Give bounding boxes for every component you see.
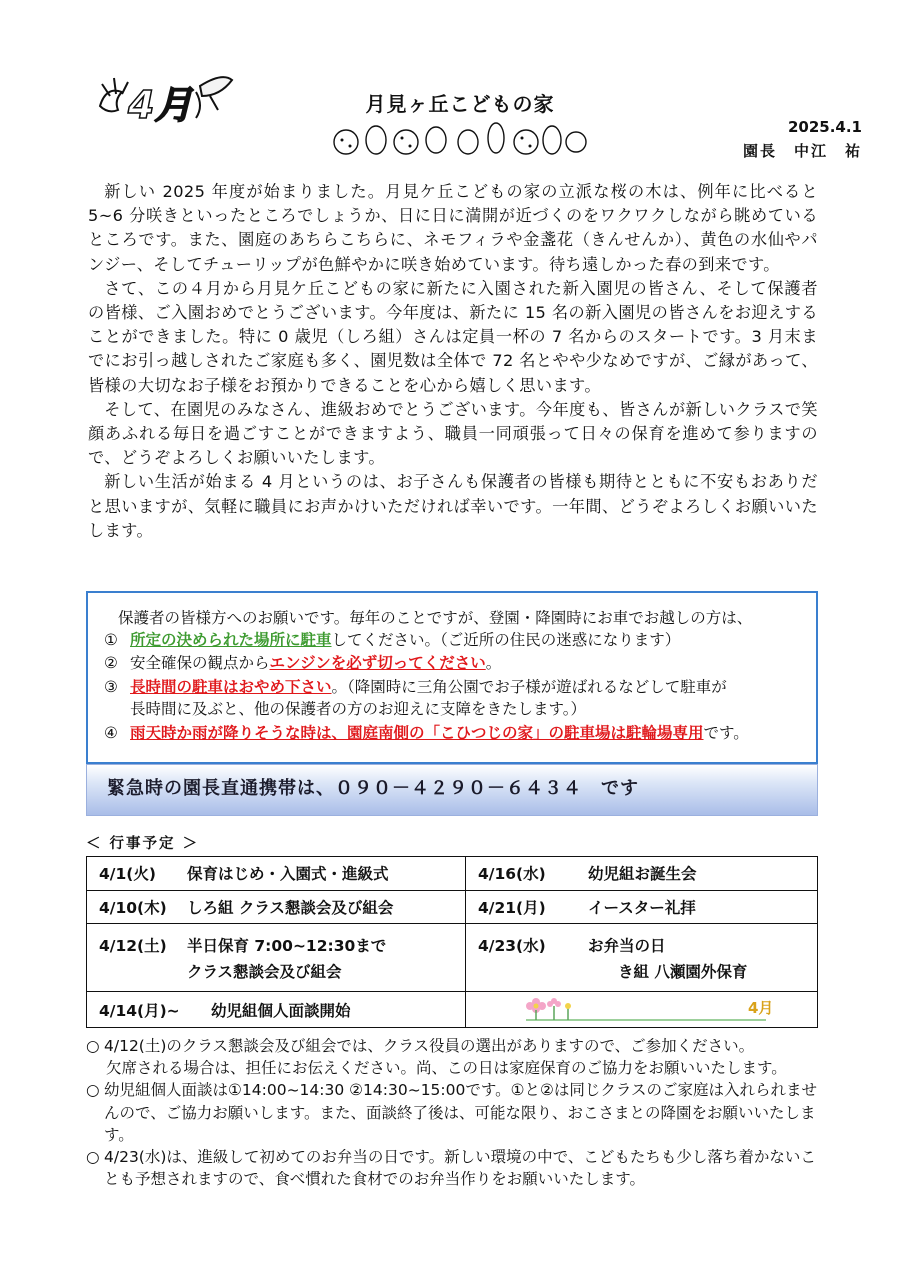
schedule-cell: 4/23(水) お弁当の日 き組 八瀬園外保育 xyxy=(466,924,818,992)
schedule-cell: 4/1(火) 保育はじめ・入園式・進級式 xyxy=(87,857,466,891)
intro-text xyxy=(88,180,818,543)
request-highlight: 雨天時か雨が降りそうな時は、園庭南側の「こひつじの家」の駐車場は駐輪場専用 xyxy=(130,724,704,742)
emergency-contact-bar xyxy=(86,764,818,816)
table-row xyxy=(87,992,818,1028)
event-schedule-table xyxy=(86,856,818,1028)
issue-date: 2025.4.1 xyxy=(787,118,862,136)
emergency-contact-text: 緊急時の園長直通携帯は、０９０－４２９０－６４３４ です xyxy=(107,778,639,799)
schedule-cell: 4/12(土) 半日保育 7:00~12:30まで クラス懇談会及び組会 xyxy=(87,924,466,992)
intro-paragraph: そして、在園児のみなさん、進級おめでとうございます。今年度も、皆さんが新しいクラスで笑顔あふれる毎日を過ごすことができますよう、職員一同頑張って日々の保育を進めて参りますので、どうぞよろしくお願いいたします。 xyxy=(88,399,818,468)
svg-text:4月: 4月 xyxy=(128,83,193,127)
schedule-cell: 4/21(月) イースター礼拝 xyxy=(466,890,818,924)
intro-paragraph: さて、この４月から月見ケ丘こどもの家に新たに入園された新入園児の皆さん、そして保護者の皆様、ご入園おめでとうございます。今年度は、新たに 15 名の新入園児の皆さんをお迎えすることができました。特に 0 歳児（しろ組）さんは定員一杯の 7 名からのスタートです。3 月末までにお引っ越しされたご家庭も多く、園児数は全体で 72 名とやや少なめですが、ご縁があって、皆様の大切なお子様をお預かりできることを心から嬉しく思います。 xyxy=(88,278,818,395)
request-item: ① 所定の決められた場所に駐車してください。（ご近所の住民の迷惑になります） xyxy=(104,631,681,649)
table-row xyxy=(87,857,818,891)
schedule-cell: 4/10(木) しろ組 クラス懇談会及び組会 xyxy=(87,890,466,924)
request-item-continued: 長時間に及ぶと、他の保護者の方のお迎えに支障をきたします。） xyxy=(130,700,587,718)
page-title: 月見ヶ丘こどもの家 xyxy=(365,92,555,116)
flower-decoration-icon xyxy=(516,994,776,1024)
schedule-cell: 4/14(月)~ 幼児組個人面談開始 xyxy=(87,992,466,1028)
month-label: 4月 xyxy=(748,999,774,1018)
request-item: ③ 長時間の駐車はおやめ下さい。（降園時に三角公園でお子様が遊ばれるなどして駐車が xyxy=(104,678,727,696)
vegetable-month-icon xyxy=(92,66,242,136)
schedule-heading: ＜ 行事予定 ＞ xyxy=(86,836,200,852)
table-row xyxy=(87,890,818,924)
note-item: ○ 幼児組個人面談は①14:00~14:30 ②14:30~15:00です。①と②は同じクラスのご家庭は入れられませんので、ご協力お願いします。また、面談終了後は、可能な限り、おこさまとの降園をお願いいたします。 xyxy=(86,1081,817,1144)
table-row xyxy=(87,924,818,992)
request-highlight: エンジンを必ず切ってください xyxy=(269,654,486,672)
note-item: ○ 4/12(土)のクラス懇談会及び組会では、クラス役員の選出がありますので、ご参加ください。 欠席される場合は、担任にお伝えください。尚、この日は家庭保育のご協力をお願いいたします。 xyxy=(86,1037,787,1078)
schedule-cell: 4/16(水) 幼児組お誕生会 xyxy=(466,857,818,891)
note-item: ○ 4/23(水)は、進級して初めてのお弁当の日です。新しい環境の中で、こどもたちも少し落ち着かないことも予想されますので、食べ慣れた食材でのお弁当作りをお願いいたします。 xyxy=(86,1148,816,1189)
flower-decoration-cell xyxy=(466,992,818,1028)
intro-paragraph: 新しい 2025 年度が始まりました。月見ケ丘こどもの家の立派な桜の木は、例年に比べると 5~6 分咲きといったところでしょうか、日に日に満開が近づくのをワクワクしながら眺めているところです。また、園庭のあちらこちらに、ネモフィラや金盞花（きんせんか）、黄色の水仙やパンジー、そしてチューリップが色鮮やかに咲き始めています。待ち遠しかった春の到来です。 xyxy=(88,182,818,274)
request-intro: 保護者の皆様方へのお願いです。毎年のことですが、登園・降園時にお車でお越しの方は、 xyxy=(118,609,753,627)
request-highlight: 所定の決められた場所に駐車 xyxy=(130,631,332,649)
month-logo xyxy=(92,66,242,136)
notes-section xyxy=(86,1035,826,1190)
principal-name: 園長 中江 祐 xyxy=(742,142,862,160)
vegetable-border-decoration xyxy=(332,116,587,160)
request-highlight: 長時間の駐車はおやめ下さい xyxy=(130,678,332,696)
request-item: ④ 雨天時か雨が降りそうな時は、園庭南側の「こひつじの家」の駐車場は駐輪場専用です。 xyxy=(104,724,749,742)
intro-paragraph: 新しい生活が始まる 4 月というのは、お子さんも保護者の皆様も期待とともに不安もおありだと思いますが、気軽に職員にお声かけいただければ幸いです。一年間、どうぞよろしくお願いいたします。 xyxy=(88,472,818,540)
request-item: ② 安全確保の観点からエンジンを必ず切ってください。 xyxy=(104,654,502,672)
